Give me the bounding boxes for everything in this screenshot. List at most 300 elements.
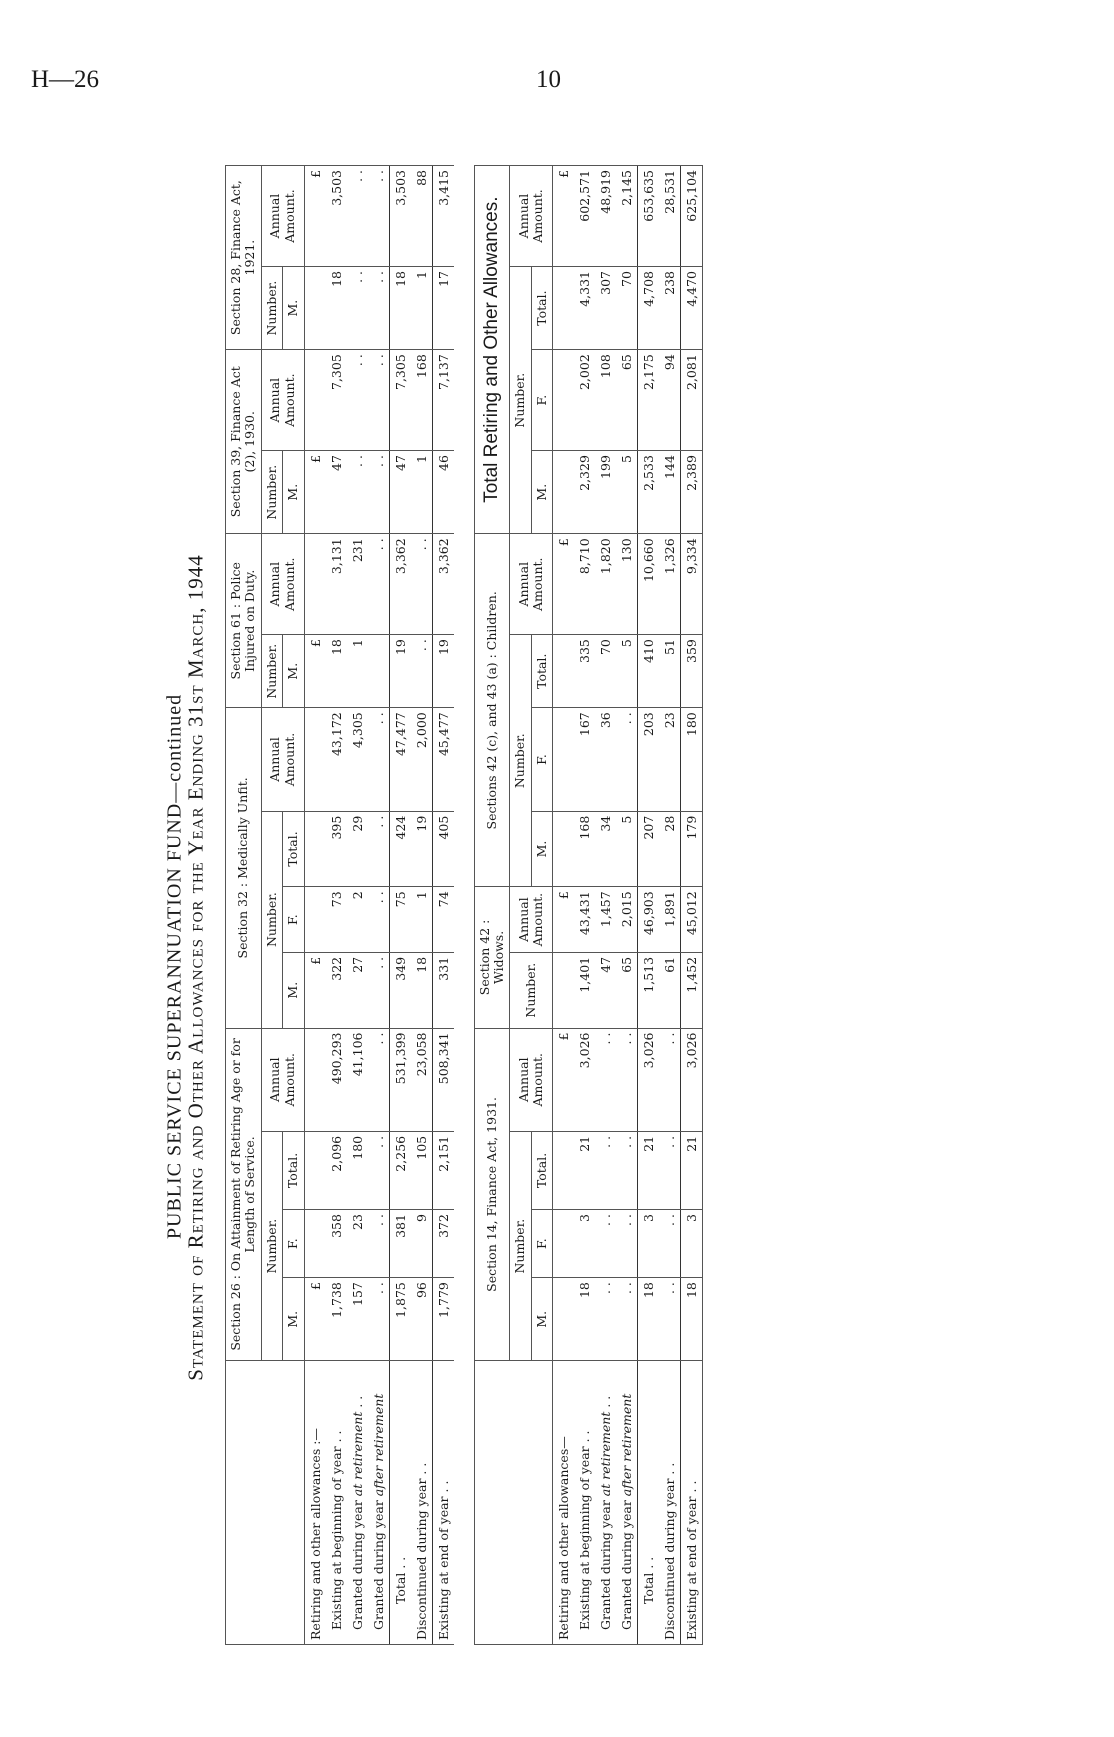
f-head: F. bbox=[283, 1210, 304, 1278]
cell: 70 bbox=[595, 635, 616, 708]
cell: 45,012 bbox=[681, 887, 703, 953]
table-row bbox=[659, 166, 681, 1645]
cell: 21 bbox=[638, 1131, 660, 1209]
number-head: Number. bbox=[261, 267, 282, 350]
block1-header-row1 bbox=[226, 166, 262, 1645]
row-label bbox=[638, 1361, 660, 1645]
cell: 47 bbox=[595, 952, 616, 1028]
fund-title: PUBLIC SERVICE SUPERANNUATION FUND—continued bbox=[163, 693, 186, 1240]
row-dots: . . bbox=[598, 1395, 613, 1408]
cell: . . bbox=[616, 1210, 638, 1278]
cell: . . bbox=[411, 534, 433, 635]
cell: £ bbox=[553, 887, 575, 953]
cell: 4,305 bbox=[347, 708, 368, 811]
row-label bbox=[616, 1361, 638, 1645]
cell: 3,131 bbox=[326, 534, 347, 635]
cell: 18 bbox=[389, 267, 411, 350]
cell: . . bbox=[368, 166, 390, 267]
f-head: F. bbox=[531, 1210, 552, 1278]
row-label bbox=[326, 1361, 347, 1645]
cell: 10,660 bbox=[638, 534, 660, 635]
f-head: F. bbox=[531, 708, 552, 811]
cell: 2,151 bbox=[432, 1131, 454, 1209]
cell: 1,452 bbox=[681, 952, 703, 1028]
document-code: H—26 bbox=[31, 66, 100, 93]
cell: 17 bbox=[432, 267, 454, 350]
total-head: Total. bbox=[531, 1131, 552, 1209]
cell: 47 bbox=[326, 451, 347, 534]
cell: 2,175 bbox=[638, 350, 660, 451]
cell: 331 bbox=[432, 952, 454, 1028]
number-head: Number. bbox=[510, 952, 553, 1028]
cell bbox=[368, 635, 390, 708]
cell bbox=[304, 267, 326, 350]
cell: 1,820 bbox=[595, 534, 616, 635]
cell: 2,145 bbox=[616, 166, 638, 267]
row-dots: . . bbox=[413, 1462, 429, 1475]
annual-head: Annual Amount. bbox=[261, 1028, 304, 1131]
cell bbox=[553, 350, 575, 451]
cell: . . bbox=[368, 350, 390, 451]
cell: 359 bbox=[681, 635, 703, 708]
cell: . . bbox=[595, 1131, 616, 1209]
cell: 23 bbox=[659, 708, 681, 811]
m-head: M. bbox=[283, 267, 304, 350]
annual-head: Annual Amount. bbox=[261, 708, 304, 811]
total-head: Total. bbox=[531, 267, 552, 350]
cell: 2,096 bbox=[326, 1131, 347, 1209]
cell: . . bbox=[368, 534, 390, 635]
cell: 231 bbox=[347, 534, 368, 635]
block-gap bbox=[454, 166, 475, 1645]
cell: . . bbox=[368, 267, 390, 350]
cell: £ bbox=[304, 635, 326, 708]
cell: 1 bbox=[347, 635, 368, 708]
cell: . . bbox=[368, 1278, 390, 1361]
row-label-text: Discontinued during year bbox=[662, 1478, 677, 1640]
cell: 1,891 bbox=[659, 887, 681, 953]
cell: . . bbox=[659, 1028, 681, 1131]
cell: . . bbox=[347, 166, 368, 267]
table-row bbox=[638, 166, 660, 1645]
cell: 490,293 bbox=[326, 1028, 347, 1131]
row-dots: . . bbox=[662, 1462, 677, 1475]
cell: 2,002 bbox=[574, 350, 595, 451]
cell: 8,710 bbox=[574, 534, 595, 635]
row-label bbox=[659, 1361, 681, 1645]
row-label: Retiring and other allowances :— bbox=[304, 1361, 326, 1645]
cell: . . bbox=[616, 1278, 638, 1361]
row-label bbox=[595, 1361, 616, 1645]
cell: . . bbox=[368, 1028, 390, 1131]
cell: 3,415 bbox=[432, 166, 454, 267]
number-head: Number. bbox=[261, 451, 282, 534]
statement-title bbox=[184, 328, 209, 1608]
annual-head: Annual Amount. bbox=[261, 534, 304, 635]
cell: 395 bbox=[326, 811, 347, 887]
cell: 61 bbox=[659, 952, 681, 1028]
cell: 335 bbox=[574, 635, 595, 708]
cell: 23 bbox=[347, 1210, 368, 1278]
cell: 424 bbox=[389, 811, 411, 887]
cell: 322 bbox=[326, 952, 347, 1028]
cell: . . bbox=[616, 1131, 638, 1209]
cell: 1,513 bbox=[638, 952, 660, 1028]
cell: 3 bbox=[638, 1210, 660, 1278]
cell bbox=[304, 708, 326, 811]
row-dots: . . bbox=[684, 1480, 699, 1493]
cell: 5 bbox=[616, 811, 638, 887]
m-head: M. bbox=[531, 1278, 552, 1361]
cell: 18 bbox=[638, 1278, 660, 1361]
cell: £ bbox=[553, 1028, 575, 1131]
cell: 70 bbox=[616, 267, 638, 350]
cell: 28 bbox=[659, 811, 681, 887]
cell: 21 bbox=[681, 1131, 703, 1209]
annual-head: Annual Amount. bbox=[510, 166, 553, 267]
cell bbox=[553, 952, 575, 1028]
number-head: Number. bbox=[510, 267, 531, 534]
cell: 1,875 bbox=[389, 1278, 411, 1361]
row-label-text: Discontinued during year bbox=[413, 1478, 429, 1640]
allowances-table bbox=[225, 165, 703, 1645]
cell: 168 bbox=[574, 811, 595, 887]
cell: 88 bbox=[411, 166, 433, 267]
cell: 2,533 bbox=[638, 451, 660, 534]
cell: . . bbox=[616, 708, 638, 811]
number-head: Number. bbox=[261, 635, 282, 708]
table-row bbox=[681, 166, 703, 1645]
f-head: F. bbox=[531, 350, 552, 451]
cell: 18 bbox=[574, 1278, 595, 1361]
row-label-text: Total bbox=[641, 1572, 656, 1604]
row-label bbox=[368, 1361, 390, 1645]
cell: 65 bbox=[616, 952, 638, 1028]
cell: 19 bbox=[432, 635, 454, 708]
cell bbox=[304, 887, 326, 953]
cell: 41,106 bbox=[347, 1028, 368, 1131]
cell: £ bbox=[304, 1278, 326, 1361]
cell: 74 bbox=[432, 887, 454, 953]
cell: 625,104 bbox=[681, 166, 703, 267]
row-label bbox=[411, 1361, 433, 1645]
cell bbox=[553, 1278, 575, 1361]
cell: 45,477 bbox=[432, 708, 454, 811]
cell bbox=[553, 1210, 575, 1278]
cell: 75 bbox=[389, 887, 411, 953]
cell: 410 bbox=[638, 635, 660, 708]
cell: . . bbox=[616, 1028, 638, 1131]
row-label-italic: at retirement bbox=[349, 1411, 365, 1497]
cell: 4,331 bbox=[574, 267, 595, 350]
m-head: M. bbox=[531, 451, 552, 534]
row-label bbox=[681, 1361, 703, 1645]
cell: . . bbox=[659, 1210, 681, 1278]
cell: 2,256 bbox=[389, 1131, 411, 1209]
cell: 9,334 bbox=[681, 534, 703, 635]
table-row bbox=[368, 166, 390, 1645]
table-row bbox=[574, 166, 595, 1645]
cell: 2,329 bbox=[574, 451, 595, 534]
total-head: Total. bbox=[283, 1131, 304, 1209]
annual-head: Annual Amount. bbox=[510, 534, 553, 635]
cell: 1 bbox=[411, 267, 433, 350]
m-head: M. bbox=[283, 952, 304, 1028]
rotated-table-wrapper bbox=[225, 165, 965, 1645]
number-head: Number. bbox=[510, 635, 531, 887]
cell: 19 bbox=[411, 811, 433, 887]
cell: 203 bbox=[638, 708, 660, 811]
cell: 349 bbox=[389, 952, 411, 1028]
cell: . . bbox=[411, 635, 433, 708]
cell: 3,503 bbox=[389, 166, 411, 267]
cell: 157 bbox=[347, 1278, 368, 1361]
f-head: F. bbox=[283, 887, 304, 953]
cell: 179 bbox=[681, 811, 703, 887]
table-row bbox=[347, 166, 368, 1645]
cell: 27 bbox=[347, 952, 368, 1028]
cell: 9 bbox=[411, 1210, 433, 1278]
cell: 381 bbox=[389, 1210, 411, 1278]
cell: 2,000 bbox=[411, 708, 433, 811]
page-number: 10 bbox=[536, 66, 561, 93]
cell: 18 bbox=[326, 635, 347, 708]
cell: 46 bbox=[432, 451, 454, 534]
cell: 29 bbox=[347, 811, 368, 887]
cell: 7,305 bbox=[389, 350, 411, 451]
cell: 19 bbox=[389, 635, 411, 708]
cell: 307 bbox=[595, 267, 616, 350]
cell: £ bbox=[553, 166, 575, 267]
table-row bbox=[326, 166, 347, 1645]
cell bbox=[553, 1131, 575, 1209]
cell: 65 bbox=[616, 350, 638, 451]
cell bbox=[304, 1210, 326, 1278]
row-dots: . . bbox=[577, 1430, 592, 1443]
cell: 180 bbox=[681, 708, 703, 811]
cell: 51 bbox=[659, 635, 681, 708]
sec42c-head: Sections 42 (c), and 43 (a) : Children. bbox=[474, 534, 510, 887]
row-label-text: Existing at end of year bbox=[435, 1496, 451, 1640]
cell: 199 bbox=[595, 451, 616, 534]
cell: £ bbox=[304, 166, 326, 267]
block2-header-row1 bbox=[474, 166, 510, 1645]
cell: 168 bbox=[411, 350, 433, 451]
row-label-text: Granted during year bbox=[598, 1500, 613, 1630]
cell: 2,389 bbox=[681, 451, 703, 534]
row-label-text: Existing at beginning of year bbox=[328, 1446, 344, 1630]
cell: 1 bbox=[411, 451, 433, 534]
cell: 238 bbox=[659, 267, 681, 350]
annual-head: Annual Amount. bbox=[261, 166, 304, 267]
cell: 508,341 bbox=[432, 1028, 454, 1131]
number-head: Number. bbox=[510, 1131, 531, 1360]
row-label-text: Granted during year bbox=[619, 1500, 634, 1630]
number-head: Number. bbox=[261, 811, 282, 1028]
sec32-head: Section 32 : Medically Unfit. bbox=[226, 708, 262, 1028]
table-row bbox=[432, 166, 454, 1645]
cell: 372 bbox=[432, 1210, 454, 1278]
cell: . . bbox=[368, 1210, 390, 1278]
cell: 46,903 bbox=[638, 887, 660, 953]
row-label bbox=[432, 1361, 454, 1645]
cell: 1,401 bbox=[574, 952, 595, 1028]
cell: . . bbox=[659, 1278, 681, 1361]
cell: . . bbox=[595, 1028, 616, 1131]
cell bbox=[304, 1028, 326, 1131]
label-col-head bbox=[226, 1361, 305, 1645]
cell: 3,362 bbox=[389, 534, 411, 635]
cell bbox=[553, 267, 575, 350]
table-row bbox=[411, 166, 433, 1645]
table-row bbox=[553, 166, 575, 1645]
cell: . . bbox=[347, 451, 368, 534]
cell: 531,399 bbox=[389, 1028, 411, 1131]
cell bbox=[304, 534, 326, 635]
cell: 18 bbox=[411, 952, 433, 1028]
total-head: Total. bbox=[531, 635, 552, 708]
cell: 130 bbox=[616, 534, 638, 635]
cell: £ bbox=[304, 451, 326, 534]
cell: 7,137 bbox=[432, 350, 454, 451]
cell: 4,708 bbox=[638, 267, 660, 350]
cell bbox=[553, 451, 575, 534]
cell: . . bbox=[595, 1210, 616, 1278]
cell: . . bbox=[368, 811, 390, 887]
row-dots: . . bbox=[641, 1556, 656, 1569]
table-row bbox=[595, 166, 616, 1645]
label-col-head bbox=[474, 1361, 553, 1645]
cell bbox=[553, 635, 575, 708]
cell: 1 bbox=[411, 887, 433, 953]
cell: 73 bbox=[326, 887, 347, 953]
cell bbox=[304, 350, 326, 451]
row-label-text: Granted during year bbox=[370, 1500, 386, 1630]
table-row bbox=[304, 166, 326, 1645]
table-row bbox=[389, 166, 411, 1645]
row-dots: . . bbox=[349, 1395, 365, 1408]
cell: 3,362 bbox=[432, 534, 454, 635]
cell: 3 bbox=[574, 1210, 595, 1278]
cell: 3,026 bbox=[574, 1028, 595, 1131]
row-dots: . . bbox=[435, 1480, 451, 1493]
row-label-italic: at retirement bbox=[598, 1411, 613, 1497]
cell: 18 bbox=[681, 1278, 703, 1361]
cell bbox=[553, 811, 575, 887]
cell: 358 bbox=[326, 1210, 347, 1278]
cell: 43,431 bbox=[574, 887, 595, 953]
cell: 5 bbox=[616, 451, 638, 534]
sec61-head: Section 61 : Police Injured on Duty. bbox=[226, 534, 262, 708]
cell: 653,635 bbox=[638, 166, 660, 267]
cell: 207 bbox=[638, 811, 660, 887]
cell: 7,305 bbox=[326, 350, 347, 451]
cell: 1,779 bbox=[432, 1278, 454, 1361]
cell: 48,919 bbox=[595, 166, 616, 267]
annual-head: Annual Amount. bbox=[261, 350, 304, 451]
sec28-head: Section 28, Finance Act, 1921. bbox=[226, 166, 262, 350]
row-label bbox=[347, 1361, 368, 1645]
cell: 2,081 bbox=[681, 350, 703, 451]
cell: . . bbox=[659, 1131, 681, 1209]
row-label-text: Granted during year bbox=[349, 1500, 365, 1630]
cell: . . bbox=[595, 1278, 616, 1361]
cell: 36 bbox=[595, 708, 616, 811]
row-label bbox=[389, 1361, 411, 1645]
row-label-italic: after retirement bbox=[619, 1393, 634, 1497]
cell: 2,015 bbox=[616, 887, 638, 953]
cell bbox=[304, 1131, 326, 1209]
row-label-text: Total bbox=[392, 1572, 408, 1604]
sec14-head: Section 14, Finance Act, 1931. bbox=[474, 1028, 510, 1361]
cell: 3,026 bbox=[638, 1028, 660, 1131]
m-head: M. bbox=[531, 811, 552, 887]
m-head: M. bbox=[283, 451, 304, 534]
total-allowances-head: Total Retiring and Other Allowances. bbox=[474, 166, 510, 534]
row-dots: . . bbox=[392, 1556, 408, 1569]
cell: 180 bbox=[347, 1131, 368, 1209]
cell: 2 bbox=[347, 887, 368, 953]
cell: 5 bbox=[616, 635, 638, 708]
cell: . . bbox=[368, 952, 390, 1028]
row-label bbox=[574, 1361, 595, 1645]
statement-title-text: Statement of Retiring and Other Allowances for the Year Ending 31st March, 1944 bbox=[183, 554, 208, 1381]
row-label-text: Existing at end of year bbox=[684, 1496, 699, 1640]
cell: 4,470 bbox=[681, 267, 703, 350]
row-dots: . . bbox=[328, 1430, 344, 1443]
cell: . . bbox=[368, 887, 390, 953]
sec26-head: Section 26 : On Attainment of Retiring Age or for Length of Service. bbox=[226, 1028, 262, 1361]
cell: 1,326 bbox=[659, 534, 681, 635]
cell: . . bbox=[368, 1131, 390, 1209]
cell: 96 bbox=[411, 1278, 433, 1361]
cell: 3 bbox=[681, 1210, 703, 1278]
cell: 144 bbox=[659, 451, 681, 534]
cell: 105 bbox=[411, 1131, 433, 1209]
cell: 94 bbox=[659, 350, 681, 451]
sec42-head: Section 42 : Widows. bbox=[474, 887, 510, 1028]
cell: 1,457 bbox=[595, 887, 616, 953]
cell: . . bbox=[347, 267, 368, 350]
cell: 43,172 bbox=[326, 708, 347, 811]
cell bbox=[304, 811, 326, 887]
m-head: M. bbox=[283, 635, 304, 708]
cell: 21 bbox=[574, 1131, 595, 1209]
cell: 3,503 bbox=[326, 166, 347, 267]
cell: 405 bbox=[432, 811, 454, 887]
annual-head: Annual Amount. bbox=[510, 887, 553, 953]
row-label-text: Existing at beginning of year bbox=[577, 1446, 592, 1630]
cell: £ bbox=[304, 952, 326, 1028]
m-head: M. bbox=[283, 1278, 304, 1361]
table-row bbox=[616, 166, 638, 1645]
row-label-italic: after retirement bbox=[370, 1393, 386, 1497]
cell: . . bbox=[368, 708, 390, 811]
cell: 47 bbox=[389, 451, 411, 534]
cell: 602,571 bbox=[574, 166, 595, 267]
cell: 167 bbox=[574, 708, 595, 811]
cell: 28,531 bbox=[659, 166, 681, 267]
row-label: Retiring and other allowances— bbox=[553, 1361, 575, 1645]
cell: 108 bbox=[595, 350, 616, 451]
cell: 47,477 bbox=[389, 708, 411, 811]
number-head: Number. bbox=[261, 1131, 282, 1360]
cell: 18 bbox=[326, 267, 347, 350]
annual-head: Annual Amount. bbox=[510, 1028, 553, 1131]
cell: 3,026 bbox=[681, 1028, 703, 1131]
cell: 1,738 bbox=[326, 1278, 347, 1361]
cell bbox=[553, 708, 575, 811]
